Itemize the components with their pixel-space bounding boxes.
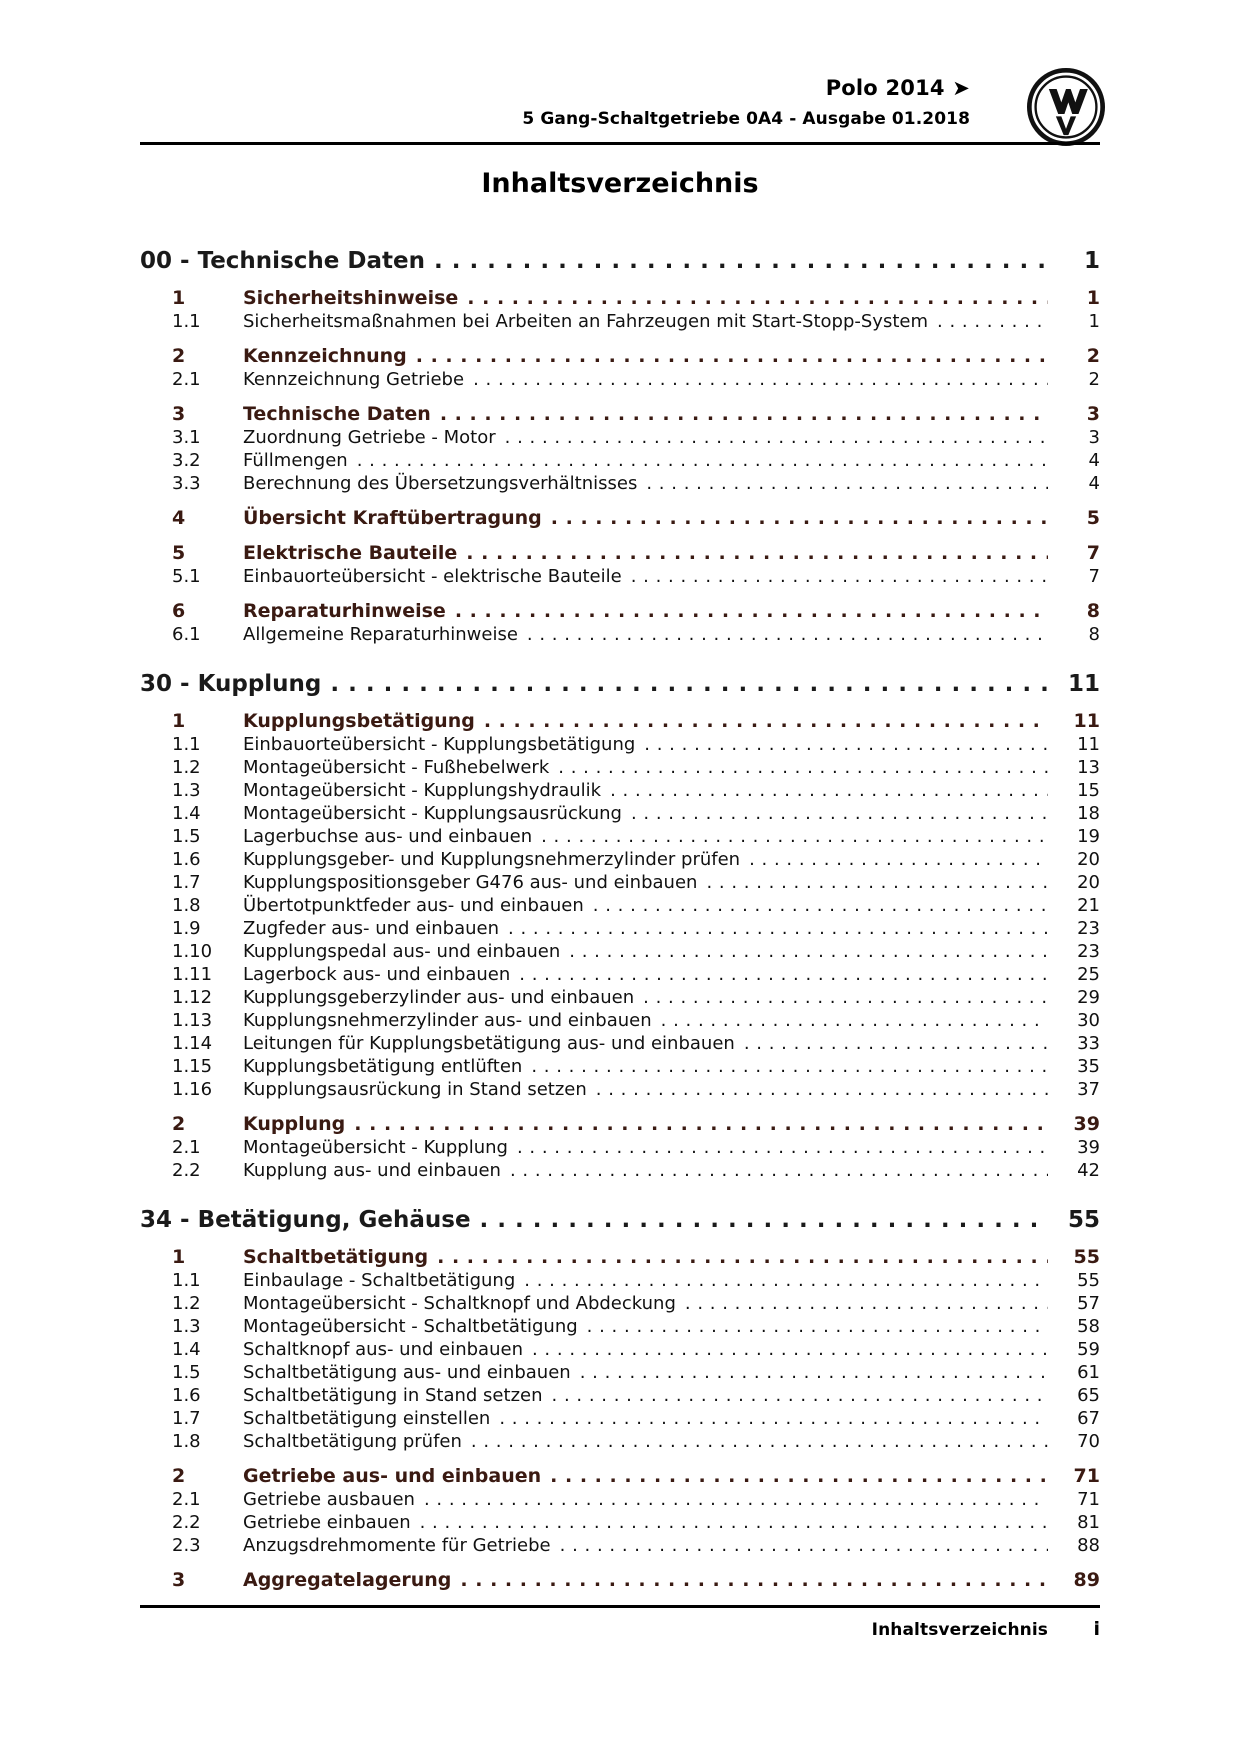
footer-divider bbox=[140, 1605, 1100, 1608]
toc-entry-label: Lagerbuchse aus- und einbauen bbox=[243, 826, 533, 847]
toc-entry-number: 1.8 bbox=[172, 1431, 201, 1452]
toc-entry-label: Lagerbock aus- und einbauen bbox=[243, 964, 511, 985]
toc-subsection-row[interactable] bbox=[140, 1362, 1100, 1383]
toc-entry-number: 3.1 bbox=[172, 427, 201, 448]
toc-entry-number: 1.7 bbox=[172, 1408, 201, 1429]
toc-entry-number: 5 bbox=[172, 542, 186, 564]
toc-entry-label: Kupplungspositionsgeber G476 aus- und einbauen bbox=[243, 872, 698, 893]
toc-subsection-row[interactable] bbox=[140, 1316, 1100, 1337]
toc-entry-page: 57 bbox=[1077, 1293, 1100, 1314]
toc-entry-page: 71 bbox=[1073, 1465, 1100, 1487]
toc-entry-page: 35 bbox=[1077, 1056, 1100, 1077]
toc-entry-page: 4 bbox=[1088, 473, 1100, 494]
toc-entry-label: Sicherheitsmaßnahmen bei Arbeiten an Fahrzeugen mit Start-Stopp-System bbox=[243, 311, 929, 332]
toc-entry-label: Leitungen für Kupplungsbetätigung aus- und einbauen bbox=[243, 1033, 735, 1054]
toc-entry-label: Montageübersicht - Schaltknopf und Abdeckung bbox=[243, 1293, 676, 1314]
toc-entry-page: 71 bbox=[1077, 1489, 1100, 1510]
toc-leader-dots bbox=[440, 403, 1048, 422]
toc-subsection-row[interactable] bbox=[140, 1010, 1100, 1031]
toc-entry-number: 2 bbox=[172, 345, 186, 367]
toc-entry-number: 3.3 bbox=[172, 473, 201, 494]
toc-entry-label: Schaltbetätigung prüfen bbox=[243, 1431, 462, 1452]
header-divider bbox=[140, 142, 1100, 145]
toc-subsection-row[interactable] bbox=[140, 566, 1100, 587]
toc-entry-label: Reparaturhinweise bbox=[243, 600, 446, 622]
toc-leader-dots bbox=[744, 1033, 1048, 1051]
toc-leader-dots bbox=[558, 757, 1048, 775]
toc-leader-dots bbox=[644, 734, 1048, 752]
toc-entry-page: 23 bbox=[1077, 918, 1100, 939]
toc-entry-label: Montageübersicht - Schaltbetätigung bbox=[243, 1316, 578, 1337]
toc-subsection-row[interactable] bbox=[140, 780, 1100, 801]
toc-entry-number: 1.14 bbox=[172, 1033, 213, 1054]
toc-entry-number: 1.4 bbox=[172, 1339, 201, 1360]
toc-entry-page: 70 bbox=[1077, 1431, 1100, 1452]
toc-entry-label: Schaltbetätigung bbox=[243, 1246, 429, 1268]
toc-section-row[interactable] bbox=[140, 542, 1100, 564]
toc-subsection-row[interactable] bbox=[140, 1408, 1100, 1429]
toc-subsection-row[interactable] bbox=[140, 1489, 1100, 1510]
toc-subsection-row[interactable] bbox=[140, 1512, 1100, 1533]
toc-leader-dots bbox=[560, 1535, 1048, 1553]
toc-entry-number: 2.2 bbox=[172, 1160, 201, 1181]
footer-page-number: i bbox=[1093, 1618, 1100, 1640]
toc-section-row[interactable] bbox=[140, 600, 1100, 622]
toc-entry-page: 3 bbox=[1088, 427, 1100, 448]
toc-leader-dots bbox=[937, 311, 1048, 329]
toc-subsection-row[interactable] bbox=[140, 918, 1100, 939]
toc-leader-dots bbox=[354, 1113, 1048, 1132]
toc-entry-page: 7 bbox=[1086, 542, 1100, 564]
toc-subsection-row[interactable] bbox=[140, 1385, 1100, 1406]
toc-entry-page: 8 bbox=[1088, 624, 1100, 645]
toc-entry-number: 1 bbox=[172, 710, 186, 732]
toc-entry-page: 59 bbox=[1077, 1339, 1100, 1360]
toc-entry-label: Getriebe einbauen bbox=[243, 1512, 411, 1533]
toc-leader-dots bbox=[434, 248, 1048, 271]
toc-subsection-row[interactable] bbox=[140, 1079, 1100, 1100]
toc-entry-label: Kupplungsbetätigung bbox=[243, 710, 475, 732]
toc-subsection-row[interactable] bbox=[140, 803, 1100, 824]
toc-entry-page: 15 bbox=[1077, 780, 1100, 801]
toc-entry-page: 2 bbox=[1088, 369, 1100, 390]
toc-entry-label: Getriebe aus- und einbauen bbox=[243, 1465, 542, 1487]
toc-subsection-row[interactable] bbox=[140, 1339, 1100, 1360]
page-header bbox=[140, 70, 1100, 150]
toc-entry-label: Sicherheitshinweise bbox=[243, 287, 459, 309]
toc-entry-page: 55 bbox=[1073, 1246, 1100, 1268]
toc-leader-dots bbox=[749, 849, 1048, 867]
toc-leader-dots bbox=[480, 1207, 1048, 1230]
toc-entry-page: 11 bbox=[1067, 671, 1100, 697]
toc-leader-dots bbox=[424, 1489, 1048, 1507]
toc-leader-dots bbox=[499, 1408, 1048, 1426]
toc-entry-label: Schaltbetätigung einstellen bbox=[243, 1408, 491, 1429]
toc-entry-page: 3 bbox=[1086, 403, 1100, 425]
toc-entry-number: 1.7 bbox=[172, 872, 201, 893]
toc-leader-dots bbox=[596, 1079, 1048, 1097]
table-of-contents bbox=[140, 222, 1100, 1592]
toc-leader-dots bbox=[551, 507, 1048, 526]
toc-entry-page: 23 bbox=[1077, 941, 1100, 962]
toc-leader-dots bbox=[460, 1569, 1048, 1588]
toc-entry-number: 1.6 bbox=[172, 849, 201, 870]
toc-leader-dots bbox=[527, 624, 1048, 642]
toc-leader-dots bbox=[552, 1385, 1049, 1403]
toc-entry-page: 39 bbox=[1073, 1113, 1100, 1135]
toc-entry-page: 42 bbox=[1077, 1160, 1100, 1181]
toc-subsection-row[interactable] bbox=[140, 1137, 1100, 1158]
toc-leader-dots bbox=[330, 671, 1048, 694]
toc-entry-number: 1.15 bbox=[172, 1056, 213, 1077]
toc-entry-label: Kupplungsbetätigung entlüften bbox=[243, 1056, 523, 1077]
toc-entry-label: Kennzeichnung Getriebe bbox=[243, 369, 465, 390]
toc-entry-page: 1 bbox=[1083, 248, 1100, 274]
toc-entry-page: 39 bbox=[1077, 1137, 1100, 1158]
toc-subsection-row[interactable] bbox=[140, 450, 1100, 471]
toc-leader-dots bbox=[569, 941, 1048, 959]
toc-entry-label: Schaltbetätigung in Stand setzen bbox=[243, 1385, 543, 1406]
toc-entry-label: Kupplungsausrückung in Stand setzen bbox=[243, 1079, 587, 1100]
toc-subsection-row[interactable] bbox=[140, 895, 1100, 916]
toc-entry-number: 1.2 bbox=[172, 757, 201, 778]
toc-entry-page: 29 bbox=[1077, 987, 1100, 1008]
toc-entry-number: 1.1 bbox=[172, 1270, 201, 1291]
toc-leader-dots bbox=[587, 1316, 1048, 1334]
toc-entry-number: 2 bbox=[172, 1465, 186, 1487]
toc-entry-page: 2 bbox=[1086, 345, 1100, 367]
toc-subsection-row[interactable] bbox=[140, 826, 1100, 847]
toc-entry-label: Kupplungspedal aus- und einbauen bbox=[243, 941, 561, 962]
toc-entry-page: 25 bbox=[1077, 964, 1100, 985]
toc-section-row[interactable] bbox=[140, 1113, 1100, 1135]
toc-entry-label: 30 - Kupplung bbox=[140, 671, 322, 697]
toc-subsection-row[interactable] bbox=[140, 1056, 1100, 1077]
toc-entry-label: Kupplungsgeberzylinder aus- und einbauen bbox=[243, 987, 635, 1008]
toc-entry-page: 67 bbox=[1077, 1408, 1100, 1429]
toc-entry-number: 3 bbox=[172, 1569, 186, 1591]
toc-entry-number: 1.12 bbox=[172, 987, 213, 1008]
toc-entry-number: 2 bbox=[172, 1113, 186, 1135]
toc-entry-label: Zugfeder aus- und einbauen bbox=[243, 918, 500, 939]
toc-leader-dots bbox=[471, 1431, 1048, 1449]
toc-entry-number: 1.5 bbox=[172, 826, 201, 847]
toc-entry-number: 1.5 bbox=[172, 1362, 201, 1383]
toc-entry-label: Kupplung bbox=[243, 1113, 346, 1135]
toc-entry-label: Kupplung aus- und einbauen bbox=[243, 1160, 501, 1181]
toc-entry-number: 3 bbox=[172, 403, 186, 425]
toc-subsection-row[interactable] bbox=[140, 964, 1100, 985]
toc-entry-label: Schaltbetätigung aus- und einbauen bbox=[243, 1362, 571, 1383]
toc-leader-dots bbox=[541, 826, 1048, 844]
toc-entry-page: 30 bbox=[1077, 1010, 1100, 1031]
toc-subsection-row[interactable] bbox=[140, 941, 1100, 962]
toc-entry-label: Montageübersicht - Kupplung bbox=[243, 1137, 508, 1158]
toc-entry-number: 1.3 bbox=[172, 780, 201, 801]
toc-entry-page: 7 bbox=[1088, 566, 1100, 587]
toc-entry-page: 11 bbox=[1077, 734, 1100, 755]
toc-leader-dots bbox=[437, 1246, 1048, 1265]
toc-entry-page: 37 bbox=[1077, 1079, 1100, 1100]
toc-section-row[interactable] bbox=[140, 287, 1100, 309]
toc-leader-dots bbox=[531, 1056, 1048, 1074]
toc-leader-dots bbox=[593, 895, 1048, 913]
toc-leader-dots bbox=[484, 710, 1048, 729]
toc-entry-label: Einbauorteübersicht - elektrische Bauteile bbox=[243, 566, 622, 587]
toc-entry-number: 2.1 bbox=[172, 1137, 201, 1158]
toc-entry-number: 1.13 bbox=[172, 1010, 213, 1031]
toc-subsection-row[interactable] bbox=[140, 311, 1100, 332]
toc-entry-page: 8 bbox=[1086, 600, 1100, 622]
toc-entry-label: Kupplungsgeber- und Kupplungsnehmerzylinder prüfen bbox=[243, 849, 741, 870]
toc-subsection-row[interactable] bbox=[140, 473, 1100, 494]
toc-entry-number: 1.8 bbox=[172, 895, 201, 916]
page-footer bbox=[140, 1605, 1100, 1640]
toc-entry-number: 2.1 bbox=[172, 1489, 201, 1510]
toc-entry-label: Aggregatelagerung bbox=[243, 1569, 452, 1591]
toc-entry-label: 00 - Technische Daten bbox=[140, 248, 425, 274]
toc-entry-page: 88 bbox=[1077, 1535, 1100, 1556]
toc-entry-label: Kennzeichnung bbox=[243, 345, 407, 367]
toc-chapter-row[interactable] bbox=[140, 1207, 1100, 1233]
toc-entry-label: Übersicht Kraftübertragung bbox=[243, 507, 542, 529]
toc-leader-dots bbox=[473, 369, 1048, 387]
toc-subsection-row[interactable] bbox=[140, 624, 1100, 645]
toc-leader-dots bbox=[631, 566, 1048, 584]
toc-entry-number: 5.1 bbox=[172, 566, 201, 587]
toc-entry-label: Montageübersicht - Kupplungshydraulik bbox=[243, 780, 602, 801]
toc-entry-number: 1.3 bbox=[172, 1316, 201, 1337]
toc-subsection-row[interactable] bbox=[140, 1293, 1100, 1314]
toc-subsection-row[interactable] bbox=[140, 1270, 1100, 1291]
toc-section-row[interactable] bbox=[140, 1246, 1100, 1268]
toc-entry-number: 1.1 bbox=[172, 311, 201, 332]
toc-entry-label: 34 - Betätigung, Gehäuse bbox=[140, 1207, 471, 1233]
toc-entry-page: 58 bbox=[1077, 1316, 1100, 1337]
toc-leader-dots bbox=[416, 345, 1048, 364]
toc-leader-dots bbox=[519, 964, 1048, 982]
toc-entry-page: 4 bbox=[1088, 450, 1100, 471]
toc-entry-number: 2.3 bbox=[172, 1535, 201, 1556]
toc-entry-number: 1.4 bbox=[172, 803, 201, 824]
toc-leader-dots bbox=[508, 918, 1048, 936]
toc-entry-page: 11 bbox=[1073, 710, 1100, 732]
toc-leader-dots bbox=[505, 427, 1048, 445]
toc-entry-page: 33 bbox=[1077, 1033, 1100, 1054]
toc-leader-dots bbox=[420, 1512, 1048, 1530]
toc-entry-page: 65 bbox=[1077, 1385, 1100, 1406]
toc-entry-label: Allgemeine Reparaturhinweise bbox=[243, 624, 518, 645]
toc-subsection-row[interactable] bbox=[140, 1535, 1100, 1556]
toc-subsection-row[interactable] bbox=[140, 757, 1100, 778]
toc-section-row[interactable] bbox=[140, 1465, 1100, 1487]
toc-entry-page: 13 bbox=[1077, 757, 1100, 778]
toc-entry-page: 20 bbox=[1077, 872, 1100, 893]
toc-leader-dots bbox=[646, 473, 1048, 491]
toc-entry-number: 3.2 bbox=[172, 450, 201, 471]
toc-entry-number: 6.1 bbox=[172, 624, 201, 645]
toc-entry-label: Einbaulage - Schaltbetätigung bbox=[243, 1270, 516, 1291]
toc-subsection-row[interactable] bbox=[140, 734, 1100, 755]
toc-entry-number: 4 bbox=[172, 507, 186, 529]
toc-entry-label: Elektrische Bauteile bbox=[243, 542, 458, 564]
toc-entry-page: 21 bbox=[1077, 895, 1100, 916]
toc-subsection-row[interactable] bbox=[140, 849, 1100, 870]
toc-entry-number: 1.11 bbox=[172, 964, 213, 985]
toc-section-row[interactable] bbox=[140, 403, 1100, 425]
toc-leader-dots bbox=[661, 1010, 1048, 1028]
toc-entry-number: 2.1 bbox=[172, 369, 201, 390]
vw-logo-icon bbox=[1027, 68, 1105, 146]
toc-entry-number: 1 bbox=[172, 287, 186, 309]
toc-subsection-row[interactable] bbox=[140, 872, 1100, 893]
toc-subsection-row[interactable] bbox=[140, 369, 1100, 390]
toc-section-row[interactable] bbox=[140, 1569, 1100, 1591]
toc-leader-dots bbox=[467, 287, 1048, 306]
toc-entry-page: 81 bbox=[1077, 1512, 1100, 1533]
toc-entry-page: 55 bbox=[1077, 1270, 1100, 1291]
toc-subsection-row[interactable] bbox=[140, 1160, 1100, 1181]
toc-entry-label: Anzugsdrehmomente für Getriebe bbox=[243, 1535, 551, 1556]
toc-entry-number: 1.16 bbox=[172, 1079, 213, 1100]
toc-leader-dots bbox=[517, 1137, 1048, 1155]
toc-entry-label: Berechnung des Übersetzungsverhältnisses bbox=[243, 473, 638, 494]
document-subtitle: 5 Gang-Schaltgetriebe 0A4 - Ausgabe 01.2018 bbox=[522, 109, 970, 129]
page-title: Inhaltsverzeichnis bbox=[481, 168, 759, 199]
toc-entry-page: 20 bbox=[1077, 849, 1100, 870]
toc-leader-dots bbox=[685, 1293, 1048, 1311]
toc-leader-dots bbox=[550, 1465, 1048, 1484]
toc-entry-label: Kupplungsnehmerzylinder aus- und einbauen bbox=[243, 1010, 652, 1031]
header-text-block bbox=[140, 70, 1100, 129]
toc-entry-label: Montageübersicht - Kupplungsausrückung bbox=[243, 803, 622, 824]
toc-entry-number: 1.2 bbox=[172, 1293, 201, 1314]
toc-entry-page: 1 bbox=[1088, 311, 1100, 332]
toc-subsection-row[interactable] bbox=[140, 1431, 1100, 1452]
toc-chapter-row[interactable] bbox=[140, 248, 1100, 274]
toc-entry-label: Schaltknopf aus- und einbauen bbox=[243, 1339, 523, 1360]
toc-entry-label: Getriebe ausbauen bbox=[243, 1489, 415, 1510]
toc-entry-page: 19 bbox=[1077, 826, 1100, 847]
toc-chapter-row[interactable] bbox=[140, 671, 1100, 697]
toc-entry-page: 5 bbox=[1086, 507, 1100, 529]
toc-entry-page: 89 bbox=[1073, 1569, 1100, 1591]
toc-section-row[interactable] bbox=[140, 710, 1100, 732]
toc-entry-number: 1.6 bbox=[172, 1385, 201, 1406]
toc-entry-number: 2.2 bbox=[172, 1512, 201, 1533]
toc-leader-dots bbox=[466, 542, 1048, 561]
toc-section-row[interactable] bbox=[140, 345, 1100, 367]
toc-entry-page: 61 bbox=[1077, 1362, 1100, 1383]
toc-entry-number: 6 bbox=[172, 600, 186, 622]
toc-subsection-row[interactable] bbox=[140, 427, 1100, 448]
toc-leader-dots bbox=[580, 1362, 1048, 1380]
toc-entry-label: Zuordnung Getriebe - Motor bbox=[243, 427, 496, 448]
toc-leader-dots bbox=[706, 872, 1048, 890]
toc-entry-number: 1.10 bbox=[172, 941, 213, 962]
toc-entry-label: Einbauorteübersicht - Kupplungsbetätigung bbox=[243, 734, 636, 755]
toc-leader-dots bbox=[532, 1339, 1048, 1357]
toc-leader-dots bbox=[510, 1160, 1048, 1178]
toc-leader-dots bbox=[455, 600, 1048, 619]
toc-section-row[interactable] bbox=[140, 507, 1100, 529]
toc-entry-number: 1.9 bbox=[172, 918, 201, 939]
toc-entry-label: Technische Daten bbox=[243, 403, 431, 425]
toc-leader-dots bbox=[631, 803, 1048, 821]
toc-entry-number: 1 bbox=[172, 1246, 186, 1268]
toc-entry-number: 1.1 bbox=[172, 734, 201, 755]
toc-entry-label: Übertotpunktfeder aus- und einbauen bbox=[243, 895, 584, 916]
toc-leader-dots bbox=[357, 450, 1048, 468]
toc-subsection-row[interactable] bbox=[140, 987, 1100, 1008]
document-model-title: Polo 2014 ➤ bbox=[825, 76, 970, 100]
toc-leader-dots bbox=[643, 987, 1048, 1005]
toc-leader-dots bbox=[610, 780, 1048, 798]
toc-entry-page: 18 bbox=[1077, 803, 1100, 824]
footer-label: Inhaltsverzeichnis bbox=[871, 1620, 1048, 1640]
toc-entry-page: 55 bbox=[1067, 1207, 1100, 1233]
toc-entry-label: Füllmengen bbox=[243, 450, 348, 471]
toc-leader-dots bbox=[524, 1270, 1048, 1288]
toc-entry-label: Montageübersicht - Fußhebelwerk bbox=[243, 757, 550, 778]
toc-entry-page: 1 bbox=[1086, 287, 1100, 309]
toc-subsection-row[interactable] bbox=[140, 1033, 1100, 1054]
